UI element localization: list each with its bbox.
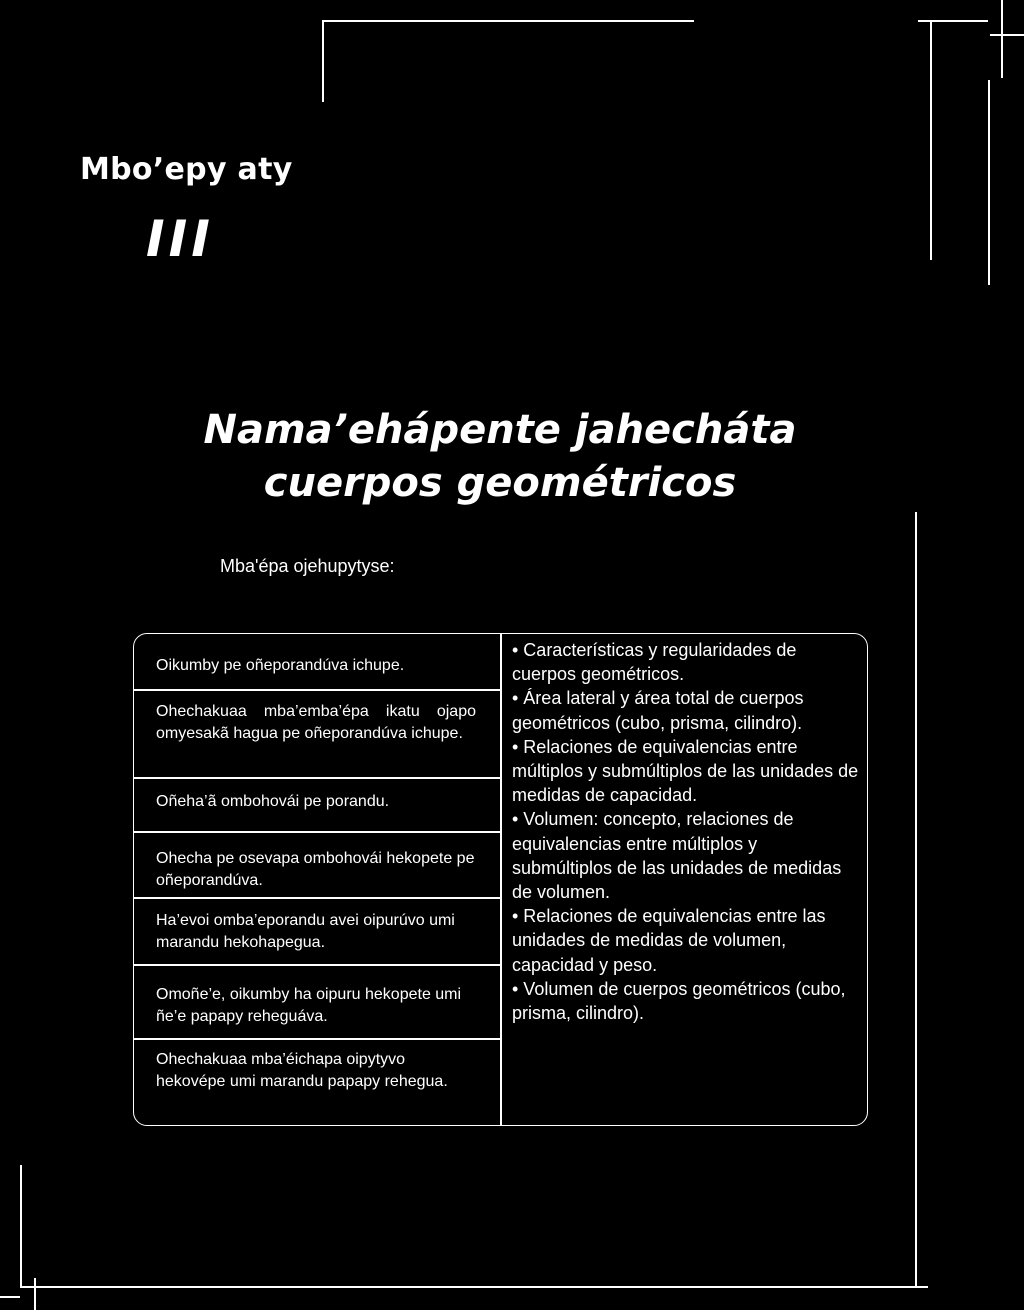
page-title-line-1: Nama’ehápente jahecháta	[203, 407, 797, 453]
crop-mark-right-v	[988, 80, 990, 285]
objective-item: Oikumby pe oñeporandúva ichupe.	[156, 657, 405, 674]
row-divider	[134, 964, 500, 966]
objective-item: Omoñe’e, oikumby ha oipuru hekopete umi ñe’e papapy reheguáva.	[156, 986, 462, 1025]
content-item: • Relaciones de equivalencias entre las unidades de medidas de volumen, capacidad y peso.	[512, 906, 826, 975]
page-edge-bottom	[20, 1286, 928, 1288]
column-divider	[500, 634, 502, 1125]
content-list	[512, 638, 862, 1025]
row-divider	[134, 1038, 500, 1040]
content-item: • Volumen de cuerpos geométricos (cubo, prisma, cilindro).	[512, 978, 846, 1024]
page-edge-right	[915, 512, 917, 1287]
content-item: • Volumen: concepto, relaciones de equivalencias entre múltiplos y submúltiplos de las unidades de medidas de volumen.	[512, 809, 842, 903]
crop-mark-top-left-v	[322, 20, 324, 102]
content-item: • Características y regularidades de cuerpos geométricos.	[512, 640, 797, 685]
content-item: • Área lateral y área total de cuerpos geométricos (cubo, prisma, cilindro).	[512, 688, 804, 733]
objectives-content-table	[133, 633, 868, 1126]
crop-mark-top-left-h	[322, 20, 694, 22]
crop-mark-top-right-h	[918, 20, 988, 22]
row-divider	[134, 897, 500, 899]
crop-mark-corner-h	[990, 34, 1024, 36]
crop-mark-corner-v	[1001, 0, 1003, 78]
crop-mark-bottom-left-v	[20, 1165, 22, 1287]
unit-label: Mbo’epy aty	[80, 152, 293, 187]
objective-item: Ha’evoi omba’eporandu avei oipurúvo umi marandu hekohapegua.	[156, 912, 455, 951]
crop-mark-bottom-left-h	[0, 1296, 20, 1298]
objective-item: Ohechakuaa mba’éichapa oipytyvo hekovépe umi marandu papapy rehegua.	[156, 1051, 448, 1090]
objective-item: Ohecha pe osevapa ombohovái hekopete pe oñeporandúva.	[156, 850, 475, 889]
crop-mark-top-right-v	[930, 20, 932, 260]
crop-mark-bottom-left-v2	[34, 1278, 36, 1310]
content-item: • Relaciones de equivalencias entre múltiplos y submúltiplos de las unidades de medidas de capacidad.	[512, 736, 859, 806]
objective-item: Ohechakuaa mba’emba’épa ikatu ojapo omyesakã hagua pe oñeporandúva ichupe.	[156, 703, 476, 742]
row-divider	[134, 831, 500, 833]
row-divider	[134, 689, 500, 691]
objectives-heading: Mba'épa ojehupytyse:	[220, 556, 395, 576]
row-divider	[134, 777, 500, 779]
page-title-line-2: cuerpos geométricos	[263, 460, 737, 506]
objective-item: Oñeha’ã ombohovái pe porandu.	[156, 793, 390, 810]
unit-number: III	[146, 210, 214, 268]
